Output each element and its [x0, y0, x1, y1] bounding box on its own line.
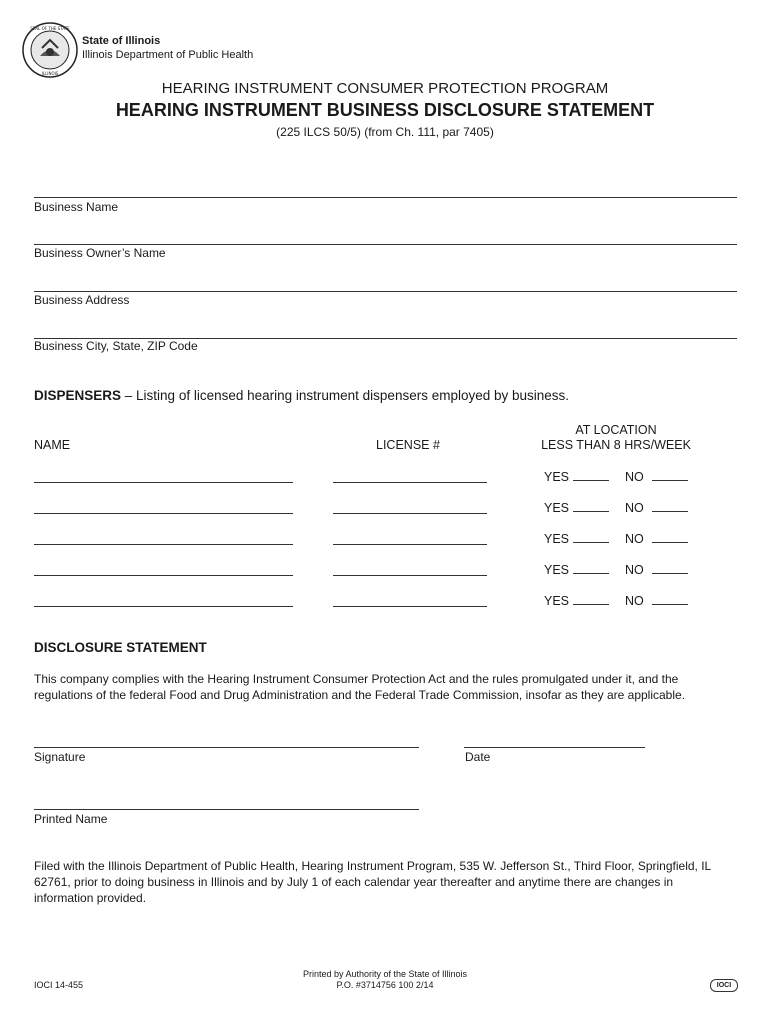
column-location-header-line1: AT LOCATION — [575, 423, 657, 437]
yes-blank[interactable] — [573, 594, 609, 605]
dispensers-description: – Listing of licensed hearing instrument dispensers employed by business. — [121, 388, 570, 403]
form-title: HEARING INSTRUMENT BUSINESS DISCLOSURE STATEMENT — [115, 100, 655, 120]
dispenser-name-field[interactable] — [34, 482, 293, 483]
filing-note: Filed with the Illinois Department of Public Health, Hearing Instrument Program, 535 W. Jefferson St., Third Floor, Springfield, IL 62761, prior to doing business in Illinois and by July 1 of each calendar year thereafter and anytime there are changes in information provided. — [34, 859, 711, 905]
dispenser-name-field[interactable] — [34, 606, 293, 607]
no-label: NO — [625, 594, 644, 608]
no-label: NO — [625, 501, 644, 515]
yes-blank[interactable] — [573, 563, 609, 574]
program-heading: HEARING INSTRUMENT CONSUMER PROTECTION PROGRAM — [161, 80, 609, 97]
business-owner-field[interactable] — [34, 244, 737, 245]
business-address-field[interactable] — [34, 291, 737, 292]
yes-blank[interactable] — [573, 501, 609, 512]
svg-text:ILLINOIS: ILLINOIS — [41, 71, 59, 76]
no-blank[interactable] — [652, 532, 688, 543]
yes-option[interactable] — [544, 594, 609, 608]
no-blank[interactable] — [652, 563, 688, 574]
business-name-label: Business Name — [34, 200, 119, 214]
yes-option[interactable] — [544, 563, 609, 577]
statute-reference: (225 ILCS 50/5) (from Ch. 111, par 7405) — [276, 125, 494, 139]
no-blank[interactable] — [652, 470, 688, 481]
disclosure-heading: DISCLOSURE STATEMENT — [34, 640, 207, 655]
yes-option[interactable] — [544, 501, 609, 515]
column-location-header-line2: LESS THAN 8 HRS/WEEK — [541, 438, 691, 452]
yes-label: YES — [544, 563, 570, 577]
no-option[interactable] — [625, 470, 688, 484]
dispenser-license-field[interactable] — [333, 606, 487, 607]
no-option[interactable] — [625, 563, 688, 577]
union-bug-logo: IOCI — [710, 979, 738, 992]
no-label: NO — [625, 532, 644, 546]
dispensers-title: DISPENSERS — [34, 388, 122, 403]
signature-field[interactable] — [34, 747, 419, 748]
dispenser-license-field[interactable] — [333, 575, 487, 576]
yes-label: YES — [544, 501, 570, 515]
business-city-label: Business City, State, ZIP Code — [34, 339, 198, 353]
business-address-label: Business Address — [34, 293, 130, 307]
date-field[interactable] — [464, 747, 645, 748]
yes-blank[interactable] — [573, 532, 609, 543]
yes-label: YES — [544, 594, 570, 608]
yes-option[interactable] — [544, 532, 609, 546]
dispenser-license-field[interactable] — [333, 544, 487, 545]
no-option[interactable] — [625, 501, 688, 515]
dispenser-name-field[interactable] — [34, 575, 293, 576]
column-license-header: LICENSE # — [376, 438, 440, 452]
svg-text:SEAL OF THE STATE: SEAL OF THE STATE — [30, 26, 70, 31]
dispenser-license-field[interactable] — [333, 482, 487, 483]
no-blank[interactable] — [652, 501, 688, 512]
dispensers-heading — [34, 388, 569, 403]
yes-blank[interactable] — [573, 470, 609, 481]
dispenser-name-field[interactable] — [34, 513, 293, 514]
po-number: P.O. #3714756 100 2/14 — [336, 980, 434, 990]
printed-name-label: Printed Name — [34, 812, 108, 826]
yes-option[interactable] — [544, 470, 609, 484]
signature-label: Signature — [34, 750, 86, 764]
no-option[interactable] — [625, 594, 688, 608]
state-seal-logo — [22, 22, 78, 78]
state-name: State of Illinois — [82, 35, 161, 47]
yes-label: YES — [544, 532, 570, 546]
no-option[interactable] — [625, 532, 688, 546]
disclosure-text: This company complies with the Hearing Instrument Consumer Protection Act and the rules promulgated under it, and the regulations of the federal Food and Drug Administration and the Federal Trade Commission, insofar as they are applicable. — [34, 672, 686, 702]
no-blank[interactable] — [652, 594, 688, 605]
form-number: IOCI 14-455 — [34, 980, 84, 990]
yes-label: YES — [544, 470, 570, 484]
department-name: Illinois Department of Public Health — [82, 49, 254, 61]
no-label: NO — [625, 470, 644, 484]
dispenser-name-field[interactable] — [34, 544, 293, 545]
printed-by-authority: Printed by Authority of the State of Illinois — [302, 969, 468, 979]
printed-name-field[interactable] — [34, 809, 419, 810]
business-name-field[interactable] — [34, 197, 737, 198]
column-name-header: NAME — [34, 438, 71, 452]
business-owner-label: Business Owner’s Name — [34, 246, 166, 260]
date-label: Date — [465, 750, 491, 764]
no-label: NO — [625, 563, 644, 577]
dispenser-license-field[interactable] — [333, 513, 487, 514]
